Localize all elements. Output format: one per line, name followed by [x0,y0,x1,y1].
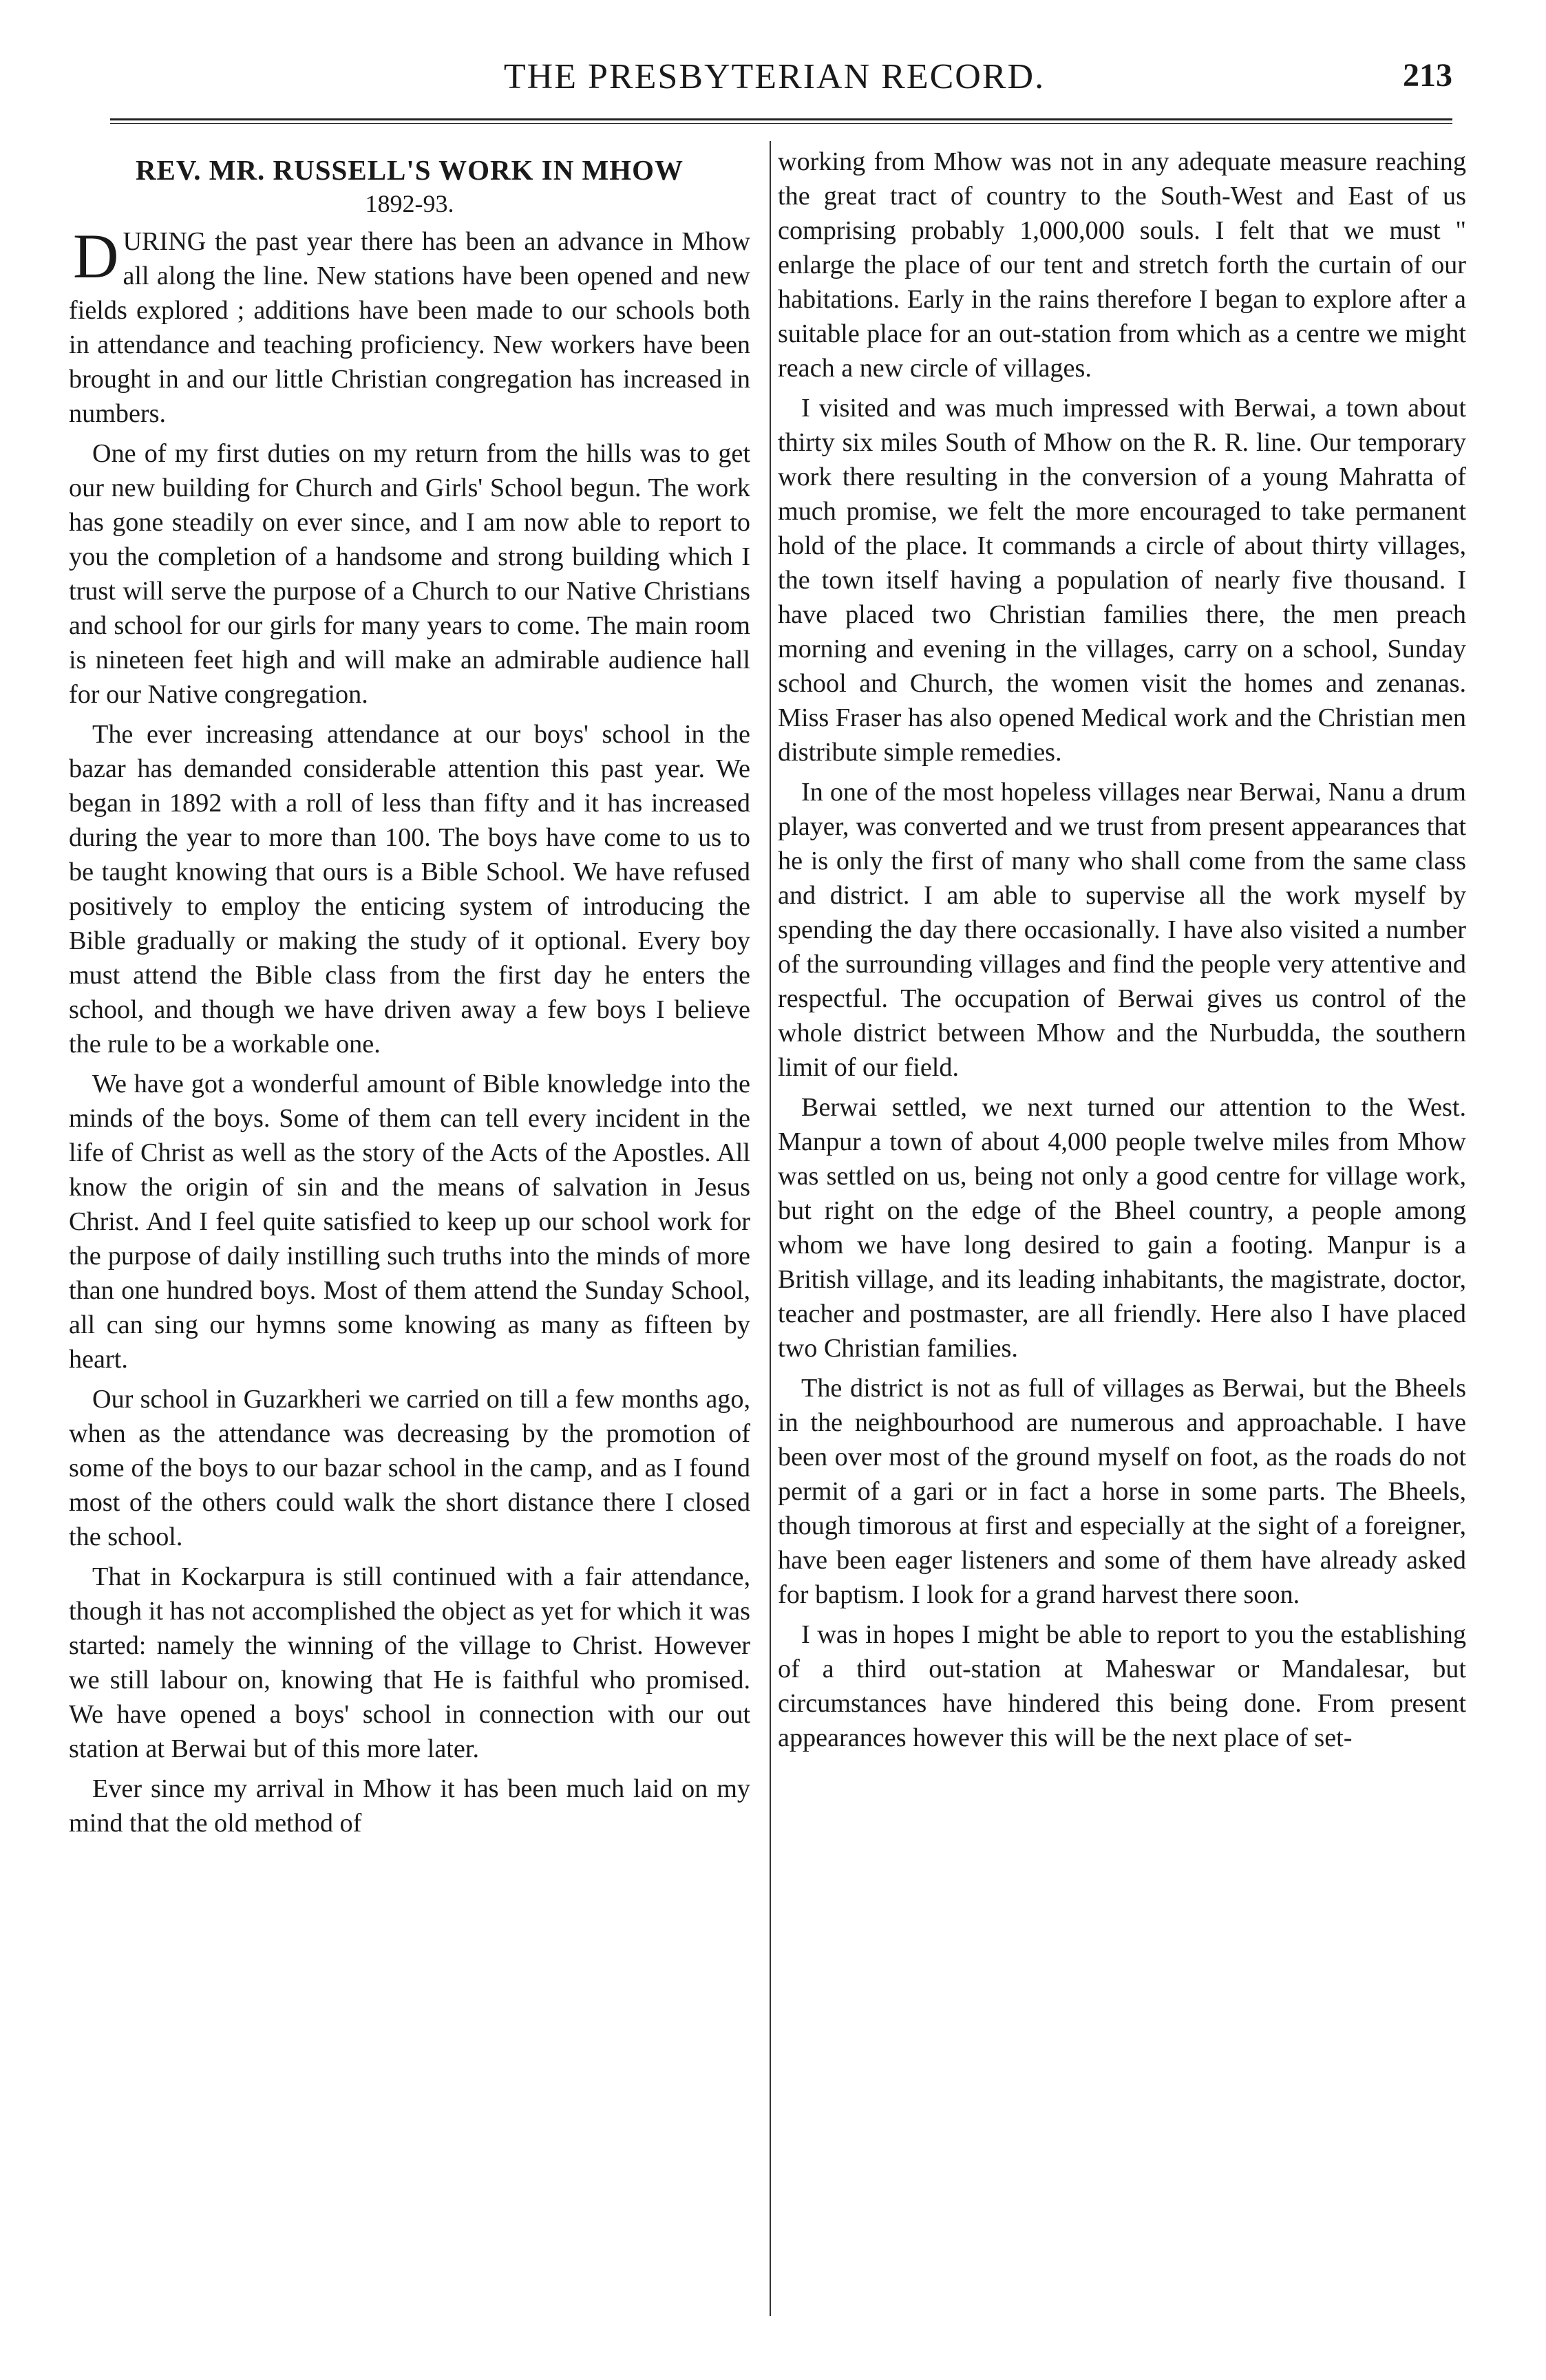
article-title: REV. MR. RUSSELL'S WORK IN MHOW [135,154,684,186]
paragraph: The ever increasing attendance at our boys' school in the bazar has demanded considerable attention this past year. We began in 1892 with a roll of less than fifty and it has increased during the year to more than 100. The boys have come to us to be taught knowing that ours is a Bible School. We have refused positively to employ the enticing system of introducing the Bible gradually or making the study of it optional. Every boy must attend the Bible class from the first day he enters the school, and though we have driven away a few boys I believe the rule to be a workable one. [69,720,750,1059]
paragraph: The district is not as full of villages as Berwai, but the Bheels in the neighbourhood are numerous and approachable. I have been over most of the ground myself on foot, as the roads do not permit of a gari or in fact a horse in some parts. The Bheels, though timorous at first and especially at the sight of a foreigner, have been eager listeners and some of them have already asked for baptism. I look for a grand harvest there soon. [778,1374,1466,1609]
paragraph-text: URING the past year there has been an advance in Mhow all along the line. New stations have been opened and new fields explored ; additions have been made to our schools both in attendance and teaching proficiency. New workers have been brought in and our little Christian congregation has increased in numbers. [69,227,750,428]
left-column [69,145,750,1846]
paragraph: I was in hopes I might be able to report to you the establishing of a third out-station at Maheswar or Mandalesar, but circumstances have hindered this being done. From present appearances however this will be the next place of set- [778,1620,1466,1752]
paragraph: That in Kockarpura is still continued with a fair attendance, though it has not accomplished the object as yet for which it was started: namely the winning of the village to Christ. However we still labour on, knowing that He is faithful who promised. We have opened a boys' school in connection with our out station at Berwai but of this more later. [69,1562,750,1763]
right-column [778,145,1466,1761]
paragraph: One of my first duties on my return from the hills was to get our new building for Church and Girls' School begun. The work has gone steadily on ever since, and I am now able to report to you the completion of a handsome and strong building which I trust will serve the purpose of a Church to our Native Christians and school for our girls for many years to come. The main room is nineteen feet high and will make an admirable audience hall for our Native congregation. [69,439,750,709]
paragraph: In one of the most hopeless villages near Berwai, Nanu a drum player, was converted and we trust from present appearances that he is only the first of many who shall come from the same class and district. I am able to supervise all the work myself by spending the day there occasionally. I have also visited a number of the surrounding villages and find the people very attentive and respectful. The occupation of Berwai gives us control of the whole district between Mhow and the Nurbudda, the southern limit of our field. [778,778,1466,1082]
paragraph: Ever since my arrival in Mhow it has been much laid on my mind that the old method of [69,1774,750,1838]
drop-cap: D [73,221,119,291]
header-rule [110,118,1452,124]
paragraph [69,221,750,431]
page-number: 213 [1403,57,1452,94]
journal-title: THE PRESBYTERIAN RECORD. [503,57,1046,96]
column-divider [770,141,771,2316]
article-date: 1892-93. [365,190,454,217]
paragraph: I visited and was much impressed with Berwai, a town about thirty six miles South of Mhow on the R. R. line. Our temporary work there resulting in the conversion of a young Mahratta of much promise, we felt the more encouraged to take permanent hold of the place. It commands a circle of about thirty villages, the town itself having a population of nearly five thousand. I have placed two Christian families there, the men preach morning and evening in the villages, carry on a school, Sunday school and Church, the women visit the homes and zenanas. Miss Fraser has also opened Medical work and the Christian men distribute simple remedies. [778,394,1466,767]
paragraph: working from Mhow was not in any adequate measure reaching the great tract of country to the South-West and East of us comprising probably 1,000,000 souls. I felt that we must " enlarge the place of our tent and stretch forth the curtain of our habitations. Early in the rains therefore I began to explore after a suitable place for an out-station from which as a centre we might reach a new circle of villages. [778,147,1466,383]
paragraph: Our school in Guzarkheri we carried on till a few months ago, when as the attendance was decreasing by the promotion of some of the boys to our bazar school in the camp, and as I found most of the others could walk the short distance there I closed the school. [69,1385,750,1551]
paragraph: We have got a wonderful amount of Bible knowledge into the minds of the boys. Some of them can tell every incident in the life of Christ as well as the story of the Acts of the Apostles. All know the origin of sin and the means of salvation in Jesus Christ. And I feel quite satisfied to keep up our school work for the purpose of daily instilling such truths into the minds of more than one hundred boys. Most of them attend the Sunday School, all can sing our hymns some knowing as many as fifteen by heart. [69,1070,750,1374]
running-head [96,48,1452,103]
paragraph: Berwai settled, we next turned our attention to the West. Manpur a town of about 4,000 people twelve miles from Mhow was settled on us, being not only a good centre for village work, but right on the edge of the Bheel country, a people among whom we have long desired to gain a footing. Manpur is a British village, and its leading inhabitants, the magistrate, doctor, teacher and postmaster, are all friendly. Here also I have placed two Christian families. [778,1093,1466,1363]
